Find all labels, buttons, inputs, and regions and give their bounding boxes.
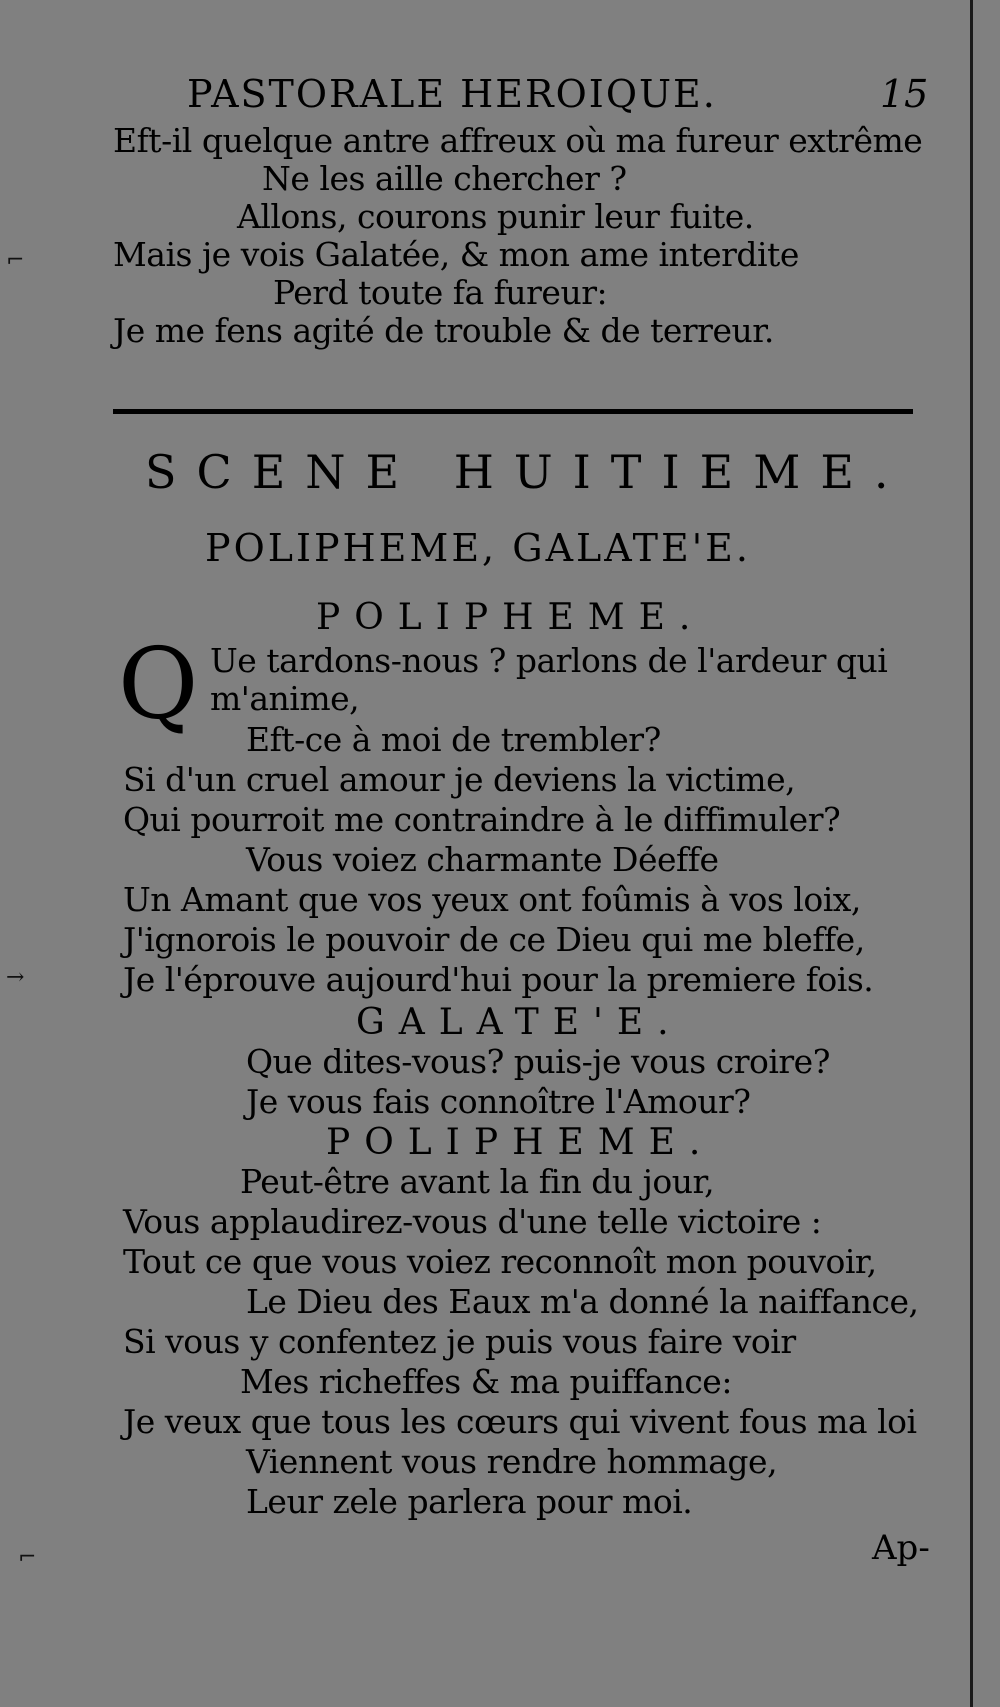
verse-line: Je veux que tous les cœurs qui vivent fous ma loi xyxy=(123,1402,917,1441)
verse-line: Peut-être avant la fin du jour, xyxy=(240,1162,715,1201)
speaker-name: GALATE'E. xyxy=(356,1002,683,1043)
verse-line: Vous voiez charmante Déeffe xyxy=(246,840,719,879)
page-edge xyxy=(970,0,973,1707)
verse-line: Je vous fais connoître l'Amour? xyxy=(246,1082,751,1121)
verse-line: Eft-il quelque antre affreux où ma fureur extrême xyxy=(113,121,923,160)
section-rule xyxy=(113,409,913,414)
verse-line: Eft-ce à moi de trembler? xyxy=(246,720,661,759)
verse-line: Mais je vois Galatée, & mon ame interdite xyxy=(113,235,799,274)
verse-line: Si d'un cruel amour je deviens la victime, xyxy=(123,760,796,799)
page-number: 15 xyxy=(880,72,929,116)
running-title: PASTORALE HEROIQUE. xyxy=(187,72,717,116)
verse-line: Si vous y confentez je puis vous faire voir xyxy=(123,1322,796,1361)
verse-line: Tout ce que vous voiez reconnoît mon pouvoir, xyxy=(123,1242,877,1281)
verse-line: Je l'éprouve aujourd'hui pour la premiere fois. xyxy=(123,960,874,999)
verse-line: m'anime, xyxy=(210,679,360,718)
verse-line: Vous applaudirez-vous d'une telle victoire : xyxy=(123,1202,822,1241)
scene-title: SCENE HUITIEME. xyxy=(145,445,909,499)
verse-line: Viennent vous rendre hommage, xyxy=(246,1442,778,1481)
verse-line: Je me fens agité de trouble & de terreur. xyxy=(113,311,774,350)
verse-line: Un Amant que vos yeux ont foûmis à vos loix, xyxy=(123,880,861,919)
margin-mark: ⌐ xyxy=(6,248,25,273)
verse-line: Allons, courons punir leur fuite. xyxy=(237,197,754,236)
verse-line: Le Dieu des Eaux m'a donné la naiffance, xyxy=(246,1282,919,1321)
verse-line: Ne les aille chercher ? xyxy=(262,159,627,198)
verse-line: Que dites-vous? puis-je vous croire? xyxy=(246,1042,830,1081)
verse-line: Perd toute fa fureur: xyxy=(273,273,608,312)
verse-line: Ue tardons-nous ? parlons de l'ardeur qui xyxy=(210,641,888,680)
verse-line: Mes richeffes & ma puiffance: xyxy=(240,1362,732,1401)
drop-cap: Q xyxy=(118,628,199,742)
character-list: POLIPHEME, GALATE'E. xyxy=(205,526,751,570)
catchword: Ap- xyxy=(872,1528,930,1568)
margin-mark: ⌐ xyxy=(18,1545,37,1570)
verse-line: Leur zele parlera pour moi. xyxy=(246,1482,693,1521)
speaker-name: POLIPHEME. xyxy=(326,1122,715,1163)
speaker-name: POLIPHEME. xyxy=(316,597,705,638)
verse-line: Qui pourroit me contraindre à le diffimuler? xyxy=(123,800,841,839)
margin-mark: → xyxy=(6,965,25,990)
verse-line: J'ignorois le pouvoir de ce Dieu qui me bleffe, xyxy=(123,920,865,959)
